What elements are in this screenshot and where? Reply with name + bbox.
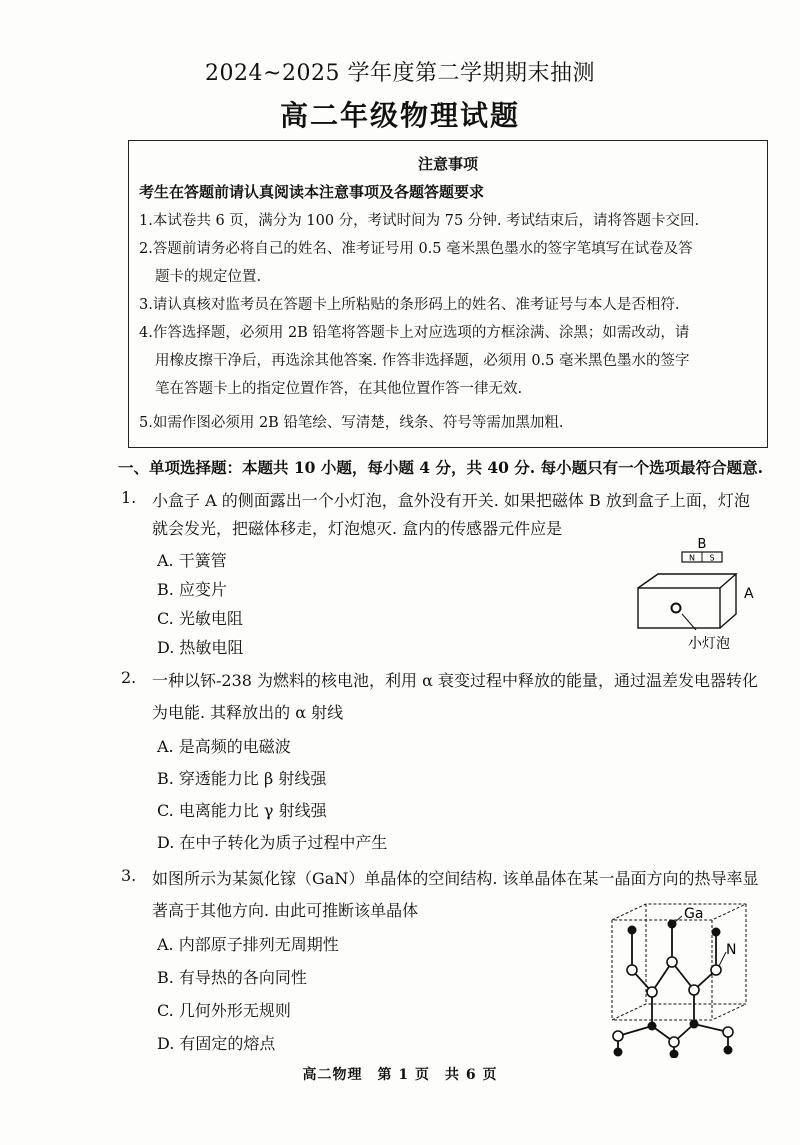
question-1-stem-line: 就会发光，把磁体移走，灯泡熄灭. 盒内的传感器元件应是 <box>152 519 563 538</box>
question-1-option-b: B. 应变片 <box>157 580 227 599</box>
magnet-pole-n: N <box>689 553 695 563</box>
notice-subheading: 考生在答题前请认真阅读本注意事项及各题答题要求 <box>139 183 485 201</box>
notice-line: 2.答题前请务必将自己的姓名、准考证号用 0.5 毫米黑色墨水的签字笔填写在试卷及答 <box>139 241 693 257</box>
notice-line: 用橡皮擦干净后，再选涂其他答案. 作答非选择题，必须用 0.5 毫米黑色墨水的签字 <box>155 353 690 369</box>
question-3-stem-line: 著高于其他方向. 由此可推断该单晶体 <box>152 901 419 920</box>
bulb-label: 小灯泡 <box>688 636 730 652</box>
question-1-option-d: D. 热敏电阻 <box>157 638 244 657</box>
n-pointer <box>719 952 726 966</box>
notice-line: 笔在答题卡上的指定位置作答，在其他位置作答一律无效. <box>155 381 523 397</box>
question-3-option-b: B. 有导热的各向同性 <box>157 968 307 987</box>
question-1-number: 1. <box>121 488 137 507</box>
question-3-option-c: C. 几何外形无规则 <box>157 1001 291 1020</box>
question-2-stem-line: 一种以钚-238 为燃料的核电池，利用 α 衰变过程中释放的能量，通过温差发电器转化 <box>152 671 759 690</box>
bulb-icon <box>672 604 681 613</box>
box-label: A <box>744 586 754 602</box>
question-3-option-a: A. 内部原子排列无周期性 <box>157 935 339 954</box>
question-2-stem-line: 为电能. 其释放出的 α 射线 <box>152 703 344 722</box>
question-2-option-c: C. 电离能力比 γ 射线强 <box>157 801 327 820</box>
magnet-label: B <box>697 537 707 552</box>
question-3-stem-line: 如图所示为某氮化镓（GaN）单晶体的空间结构. 该单晶体在某一晶面方向的热导率显 <box>152 869 759 888</box>
nitrogen-atoms <box>613 957 733 1047</box>
crystal-bonds <box>618 924 728 1054</box>
question-3-figure <box>596 896 760 1058</box>
question-3-number: 3. <box>121 866 137 885</box>
n-label: N <box>726 942 737 958</box>
page-footer: 高二物理 第 1 页 共 6 页 <box>302 1067 498 1083</box>
question-2-option-b: B. 穿透能力比 β 射线强 <box>157 769 327 788</box>
term-title: 2024~2025 学年度第二学期期末抽测 <box>205 61 595 86</box>
magnet-pole-s: S <box>709 553 715 563</box>
notice-line: 5.如需作图必须用 2B 铅笔绘、写清楚，线条、符号等需加黑加粗. <box>139 415 564 431</box>
notice-line: 4.作答选择题，必须用 2B 铅笔将答题卡上对应选项的方框涂满、涂黑；如需改动，请 <box>139 325 690 341</box>
magnet <box>682 552 722 563</box>
notice-heading: 注意事项 <box>417 155 478 173</box>
notice-line: 题卡的规定位置. <box>155 269 262 285</box>
section-heading: 一、单项选择题：本题共 10 小题，每小题 4 分，共 40 分. 每小题只有一个选项最符合题意. <box>118 458 763 477</box>
notice-line: 3.请认真核对监考员在答题卡上所粘贴的条形码上的姓名、准考证号与本人是否相符. <box>139 297 680 313</box>
notice-box <box>128 140 768 448</box>
question-2-option-d: D. 在中子转化为质子过程中产生 <box>157 833 388 852</box>
question-1-stem-line: 小盒子 A 的侧面露出一个小灯泡，盒外没有开关. 如果把磁体 B 放到盒子上面，灯泡 <box>152 491 750 510</box>
question-2-number: 2. <box>121 668 137 687</box>
question-3-option-d: D. 有固定的熔点 <box>157 1034 276 1053</box>
ga-label: Ga <box>684 906 704 922</box>
question-1-option-c: C. 光敏电阻 <box>157 609 243 628</box>
question-1-figure <box>630 532 770 654</box>
question-1-option-a: A. 干簧管 <box>157 551 227 570</box>
notice-line: 1.本试卷共 6 页，满分为 100 分，考试时间为 75 分钟. 考试结束后，请将答题卡交回. <box>139 213 700 229</box>
exam-title: 高二年级物理试题 <box>279 99 520 132</box>
question-2-option-a: A. 是高频的电磁波 <box>157 737 291 756</box>
ga-pointer <box>675 916 682 922</box>
